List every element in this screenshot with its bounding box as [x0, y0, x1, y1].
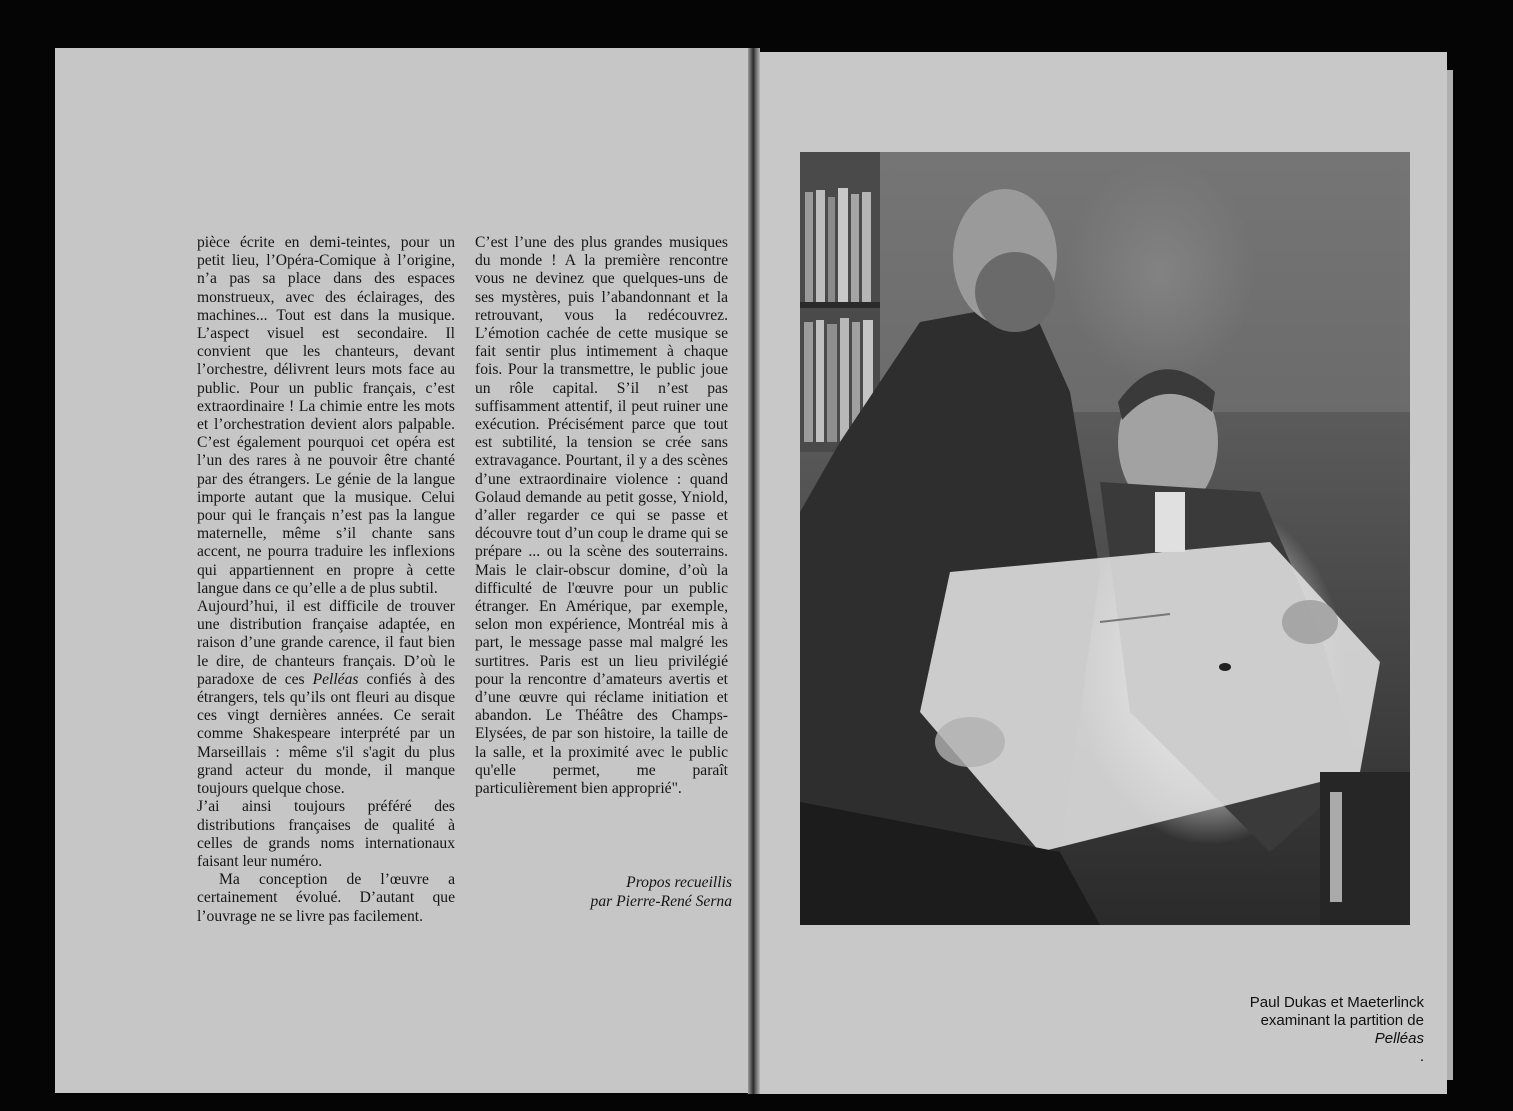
paragraph-3: J’ai ainsi toujours préféré des distributions françaises de qualité à celles de grands noms internationaux faisant leur numéro.: [197, 798, 455, 870]
paragraph-quote: C’est l’une des plus grandes musiques du monde ! A la première rencontre vous ne devinez que quelques-uns de ses mystères, puis l’abandonnant et la retrouvant, vous la redécouvrez. L’émotion cachée de cette musique se fait sentir plus intimement à chaque fois. Pour la transmettre, le public joue un rôle capital. S’il n’est pas suffisamment attentif, il peut ruiner une exécution. Précisément parce que tout est subtilité, la tension se crée sans extravagance. Pourtant, il y a des scènes d’une extraordinaire violence : quand Golaud demande au petit gosse, Yniold, d’aller regarder ce qui se passe et découvre tout d’un coup le drame qui se prépare ... ou la scène des souterrains. Mais le clair-obscur domine, d’où la difficulté de l'œuvre pour un public étranger. En Amérique, par exemple, selon mon expérience, Montréal mis à part, le message passe mal malgré les surtitres. Paris est un lieu privilégié pour la rencontre d’amateurs avertis et d’une œuvre qui réclame initiation et abandon. Le Théâtre des Champs-Elysées, de par son histoire, la taille de la salle, et la proximité avec le public qu'elle permet, me paraît particulièrement bien approprié".: [475, 234, 728, 798]
paragraph-1: pièce écrite en demi-teintes, pour un petit lieu, l’Opéra-Comique à l’origine, n’a pas sa place dans des espaces monstrueux, avec des éclairages, des machines... Tout est dans la musique. L’aspect visuel est secondaire. Il convient que les chanteurs, devant l’orchestre, délivrent leurs mots face au public. Pour un public français, c’est extraordinaire ! La chimie entre les mots et l’orchestration devient alors palpable. C’est également pourquoi cet opéra est l’un des rares à ne pouvoir être chanté par des étrangers. Le génie de la langue importe autant que la musique. Celui pour qui le français n’est pas la langue maternelle, même s’il chante sans accent, ne pourra traduire les inflexions qui appartiennent en propre à cette langue dans ce qu’elle a de plus subtil.: [197, 234, 455, 597]
caption-opera-title: Pelléas: [1374, 1030, 1424, 1047]
caption-line-1: Paul Dukas et Maeterlinck: [1249, 994, 1424, 1011]
credit-line-1: Propos recueillis: [626, 874, 732, 891]
page-edge: [1447, 70, 1453, 1080]
book-gutter: [748, 48, 760, 1094]
paragraph-2-rest: confiés à des étrangers, tels qu’ils ont fleuri au disque ces vingt dernières années. Ce serait comme Shakespeare interprété par un Marseillais : même s'il s'agit du plus grand acteur du monde, il manque toujours quelque chose.: [197, 670, 455, 798]
photo-caption: [1172, 994, 1424, 1066]
photo-illustration: [800, 152, 1410, 925]
opera-title: Pelléas: [312, 670, 359, 688]
interview-credit: [520, 874, 732, 911]
left-text-column: [197, 234, 455, 926]
paragraph-2: [197, 598, 455, 798]
caption-line-2-prefix: examinant la partition de: [1260, 1012, 1424, 1029]
credit-line-2: par Pierre-René Serna: [590, 892, 732, 910]
caption-line-2-suffix: .: [1419, 1048, 1424, 1065]
paragraph-4: Ma conception de l’œuvre a certainement évolué. D’autant que l’ouvrage ne se livre pas facilement.: [197, 871, 455, 925]
middle-text-column: [475, 234, 728, 798]
photograph: [800, 152, 1410, 925]
paragraph-2-text: Aujourd’hui, il est difficile de trouver une distribution française adaptée, en raison d’une grande carence, il faut bien le dire, de chanteurs français. D’où le paradoxe de ces: [197, 598, 455, 688]
caption-line-2: [1172, 1012, 1424, 1066]
